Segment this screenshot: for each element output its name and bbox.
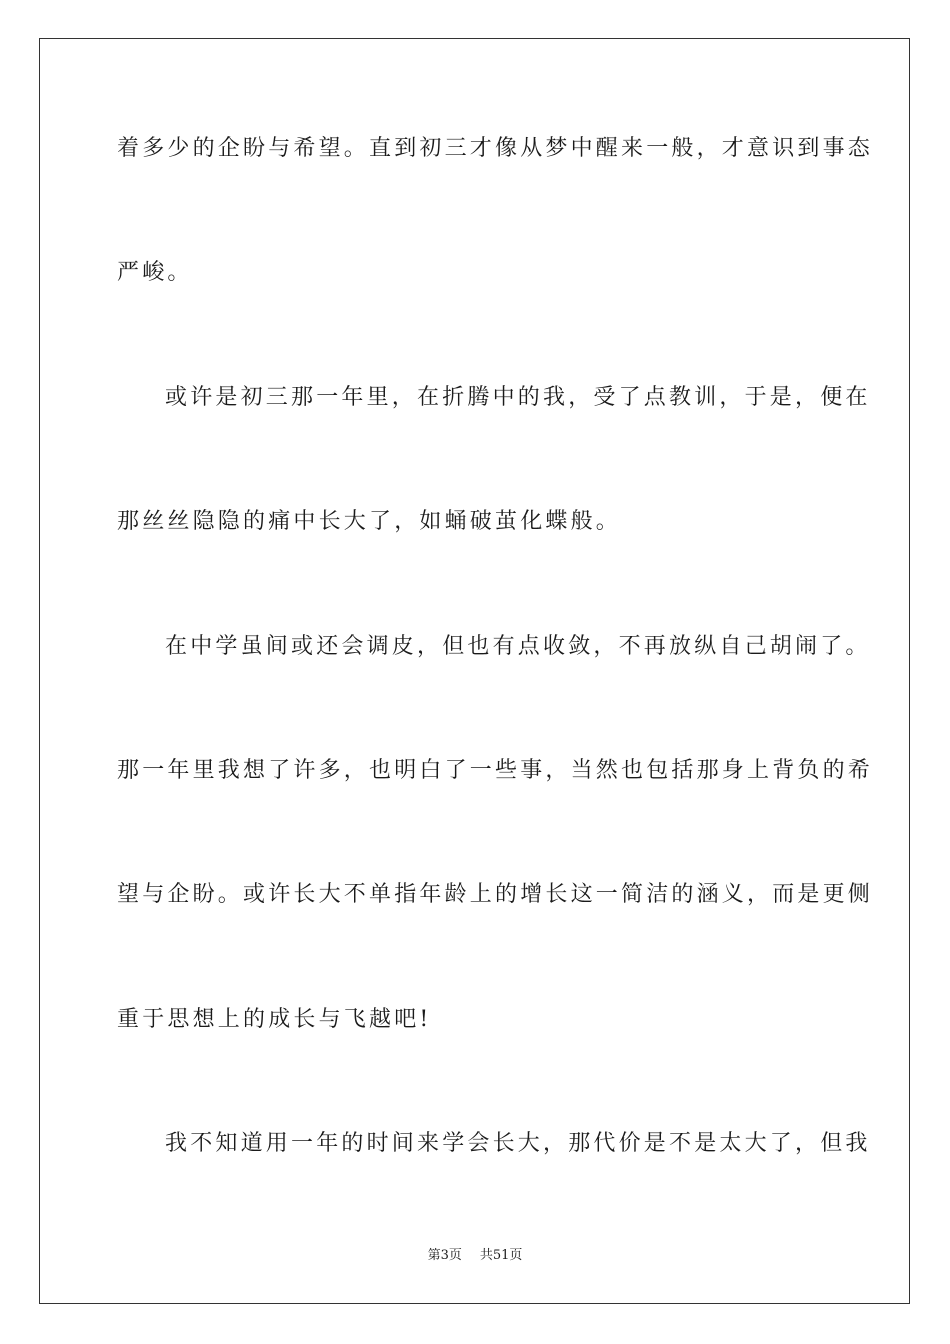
paragraph-first-line: 我不知道用一年的时间来学会长大，那代价是不是太大了，但我 bbox=[165, 1131, 871, 1156]
paragraph-first-line: 在中学虽间或还会调皮，但也有点收敛，不再放纵自己胡闹了。 bbox=[165, 634, 871, 659]
page-total: 共51页 bbox=[479, 1248, 523, 1263]
text-line: 望与企盼。或许长大不单指年龄上的增长这一简洁的涵义，而是更侧 bbox=[117, 882, 874, 907]
paragraph-first-line: 或许是初三那一年里，在折腾中的我，受了点教训，于是，便在 bbox=[165, 385, 871, 410]
text-line: 重于思想上的成长与飞越吧! bbox=[117, 1007, 432, 1032]
text-line: 那丝丝隐隐的痛中长大了，如蛹破茧化蝶般。 bbox=[117, 509, 622, 534]
text-line: 严峻。 bbox=[117, 260, 193, 285]
page-number: 第3页 bbox=[427, 1248, 462, 1263]
text-line: 着多少的企盼与希望。直到初三才像从梦中醒来一般，才意识到事态 bbox=[117, 136, 874, 161]
text-line: 那一年里我想了许多，也明白了一些事，当然也包括那身上背负的希 bbox=[117, 758, 874, 783]
page-footer bbox=[0, 1247, 950, 1265]
page-frame bbox=[39, 38, 910, 1304]
